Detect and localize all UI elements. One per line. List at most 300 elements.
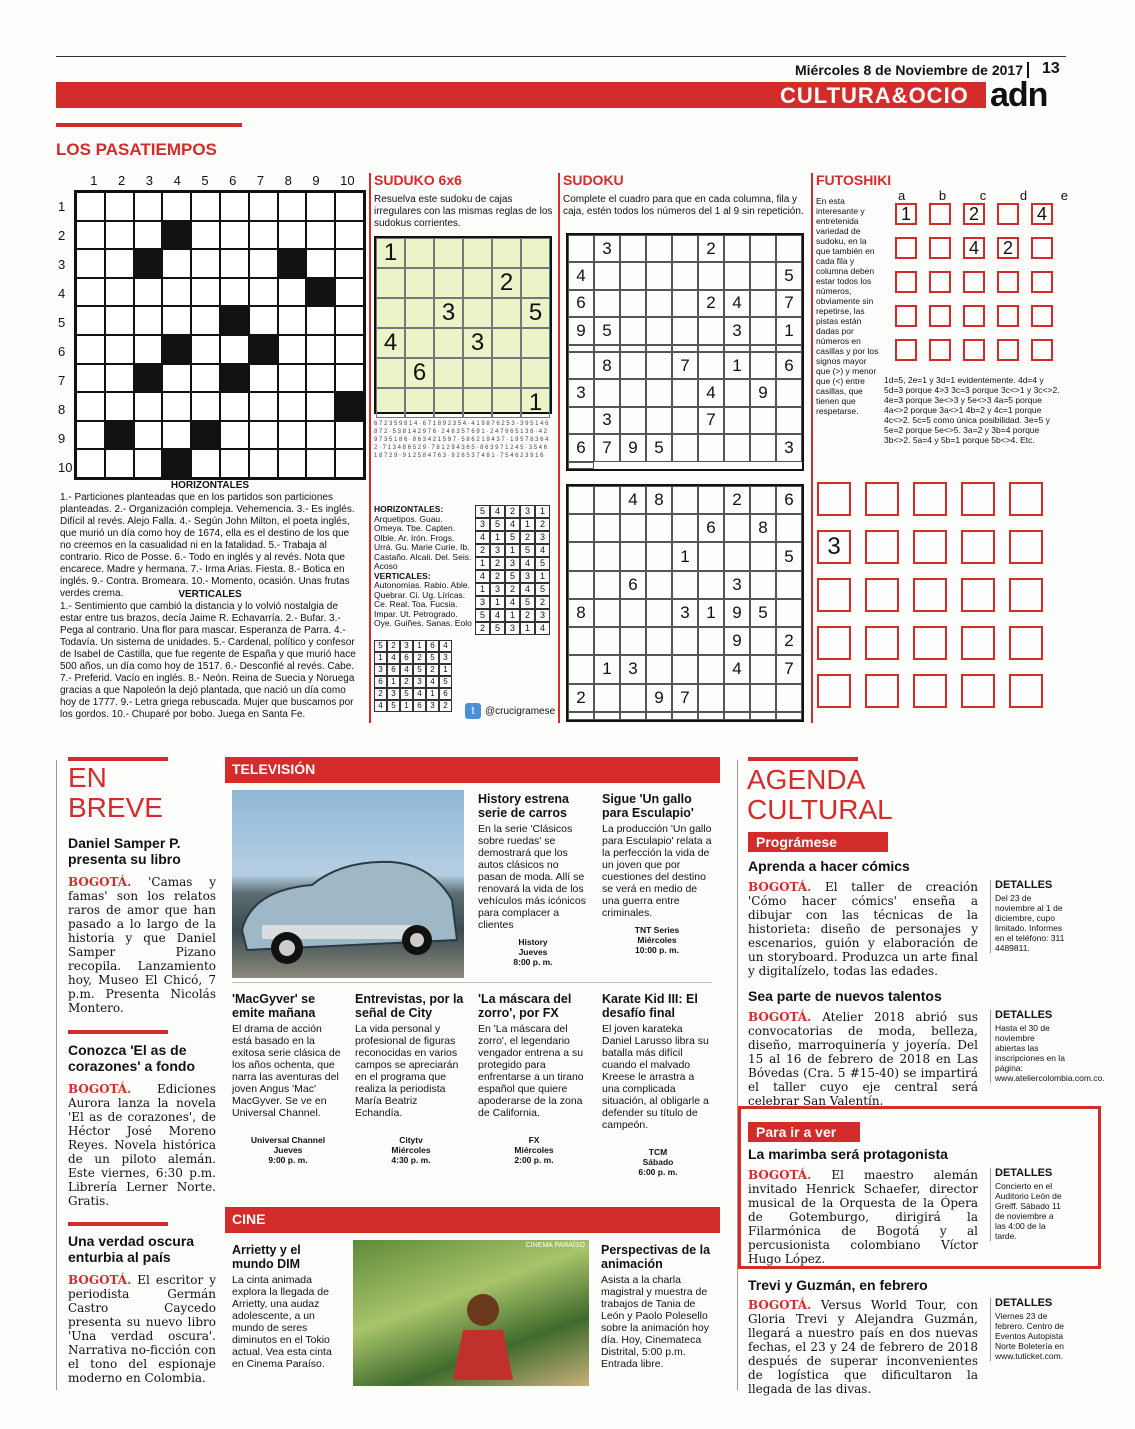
futoshiki-cell[interactable] <box>963 339 985 361</box>
sudoku-cell[interactable] <box>594 486 620 514</box>
crossword-cell[interactable] <box>335 306 364 335</box>
crossword-cell[interactable] <box>278 449 307 478</box>
sudoku-cell[interactable] <box>698 262 724 289</box>
futoshiki-cell[interactable] <box>865 578 899 612</box>
futoshiki-cell[interactable] <box>913 482 947 516</box>
crossword-cell[interactable] <box>76 364 105 393</box>
sudoku-cell[interactable] <box>568 514 594 542</box>
crossword-cell[interactable] <box>76 221 105 250</box>
sudoku-cell[interactable] <box>594 514 620 542</box>
sudoku-cell[interactable]: 2 <box>698 290 724 317</box>
sudoku-cell[interactable] <box>750 571 776 599</box>
sudoku-cell[interactable]: 8 <box>568 599 594 627</box>
sudoku-cell[interactable] <box>594 542 620 570</box>
sudoku-cell[interactable]: 4 <box>724 290 750 317</box>
sudoku-cell[interactable] <box>724 235 750 262</box>
crossword-cell[interactable] <box>191 306 220 335</box>
sudoku-cell[interactable] <box>646 407 672 434</box>
crossword-cell[interactable] <box>134 335 163 364</box>
sudoku-cell[interactable] <box>646 262 672 289</box>
sudoku-cell[interactable] <box>776 379 802 406</box>
futoshiki-cell[interactable] <box>865 626 899 660</box>
sudoku6-cell[interactable]: 2 <box>492 268 521 298</box>
sudoku-cell[interactable]: 5 <box>776 542 802 570</box>
sudoku-cell[interactable]: 6 <box>568 434 594 461</box>
sudoku-cell[interactable]: 4 <box>568 262 594 289</box>
sudoku-cell[interactable]: 1 <box>672 542 698 570</box>
crossword-cell[interactable] <box>220 221 249 250</box>
futoshiki-cell[interactable] <box>817 626 851 660</box>
sudoku6-cell[interactable] <box>376 298 405 328</box>
sudoku-cell[interactable]: 8 <box>594 352 620 379</box>
futoshiki-cell[interactable] <box>929 305 951 327</box>
sudoku-cell[interactable]: 8 <box>750 514 776 542</box>
crossword-cell[interactable] <box>249 449 278 478</box>
sudoku-cell[interactable]: 4 <box>620 486 646 514</box>
sudoku-cell[interactable] <box>750 712 776 720</box>
sudoku-cell[interactable] <box>646 655 672 683</box>
sudoku-cell[interactable] <box>698 655 724 683</box>
crossword-cell[interactable] <box>335 335 364 364</box>
sudoku-cell[interactable] <box>620 317 646 344</box>
sudoku-cell[interactable] <box>620 235 646 262</box>
sudoku-cell[interactable] <box>672 345 698 352</box>
sudoku-cell[interactable] <box>750 627 776 655</box>
crossword-cell[interactable] <box>278 364 307 393</box>
sudoku6-cell[interactable] <box>405 268 434 298</box>
crossword-cell[interactable] <box>306 306 335 335</box>
crossword-cell[interactable] <box>220 364 249 393</box>
sudoku-cell[interactable] <box>646 352 672 379</box>
crossword-cell[interactable] <box>105 335 134 364</box>
sudoku-cell[interactable] <box>698 684 724 712</box>
crossword-cell[interactable] <box>134 192 163 221</box>
sudoku6-grid[interactable] <box>374 236 552 414</box>
sudoku-cell[interactable]: 5 <box>776 262 802 289</box>
sudoku-cell[interactable]: 3 <box>776 434 802 461</box>
crossword-cell[interactable] <box>278 392 307 421</box>
crossword-cell[interactable] <box>335 421 364 450</box>
crossword-cell[interactable] <box>306 278 335 307</box>
crossword-cell[interactable] <box>249 335 278 364</box>
sudoku-cell[interactable] <box>594 684 620 712</box>
sudoku6-cell[interactable] <box>376 268 405 298</box>
sudoku-cell[interactable] <box>724 262 750 289</box>
sudoku-cell[interactable] <box>698 486 724 514</box>
sudoku-cell[interactable] <box>594 712 620 720</box>
sudoku-cell[interactable] <box>698 542 724 570</box>
crossword-cell[interactable] <box>105 392 134 421</box>
sudoku6-cell[interactable] <box>463 388 492 418</box>
sudoku-cell[interactable] <box>724 407 750 434</box>
sudoku-cell[interactable] <box>672 514 698 542</box>
sudoku-cell[interactable]: 4 <box>698 379 724 406</box>
crossword-cell[interactable] <box>134 249 163 278</box>
crossword-cell[interactable] <box>220 306 249 335</box>
sudoku-cell[interactable] <box>750 407 776 434</box>
sudoku-cell[interactable] <box>620 514 646 542</box>
futoshiki-cell[interactable] <box>961 578 995 612</box>
sudoku-cell[interactable]: 2 <box>698 235 724 262</box>
futoshiki-cell[interactable] <box>997 305 1019 327</box>
crossword-grid[interactable] <box>74 190 366 480</box>
crossword-cell[interactable] <box>76 449 105 478</box>
sudoku-cell[interactable]: 3 <box>724 571 750 599</box>
sudoku-cell[interactable] <box>672 486 698 514</box>
futoshiki-cell[interactable] <box>913 674 947 708</box>
sudoku6-cell[interactable] <box>492 238 521 268</box>
sudoku-cell[interactable] <box>568 655 594 683</box>
crossword-cell[interactable] <box>335 221 364 250</box>
sudoku-cell[interactable] <box>776 712 802 720</box>
sudoku-cell[interactable] <box>568 345 594 352</box>
sudoku6-cell[interactable] <box>492 388 521 418</box>
sudoku-cell[interactable] <box>594 345 620 352</box>
sudoku-cell[interactable] <box>776 235 802 262</box>
futoshiki-cell[interactable] <box>929 271 951 293</box>
sudoku6-cell[interactable]: 1 <box>376 238 405 268</box>
sudoku6-cell[interactable] <box>405 298 434 328</box>
sudoku-cell[interactable]: 1 <box>776 317 802 344</box>
crossword-cell[interactable] <box>249 249 278 278</box>
crossword-cell[interactable] <box>191 364 220 393</box>
futoshiki-cell[interactable] <box>1009 626 1043 660</box>
sudoku-cell[interactable]: 1 <box>594 655 620 683</box>
sudoku-cell[interactable] <box>750 684 776 712</box>
crossword-cell[interactable] <box>76 335 105 364</box>
sudoku-cell[interactable] <box>672 235 698 262</box>
crossword-cell[interactable] <box>134 364 163 393</box>
futoshiki-cell[interactable] <box>1009 674 1043 708</box>
sudoku-cell[interactable] <box>594 290 620 317</box>
sudoku-cell[interactable]: 5 <box>594 317 620 344</box>
sudoku-cell[interactable]: 7 <box>672 352 698 379</box>
crossword-cell[interactable] <box>278 335 307 364</box>
sudoku6-cell[interactable] <box>492 358 521 388</box>
sudoku-cell[interactable] <box>724 379 750 406</box>
sudoku-cell[interactable] <box>646 571 672 599</box>
sudoku-cell[interactable] <box>620 262 646 289</box>
sudoku-cell[interactable] <box>568 712 594 720</box>
futoshiki-cell[interactable] <box>895 271 917 293</box>
crossword-cell[interactable] <box>306 249 335 278</box>
sudoku6-cell[interactable] <box>463 358 492 388</box>
sudoku6-cell[interactable] <box>376 388 405 418</box>
crossword-cell[interactable] <box>220 192 249 221</box>
sudoku-cell[interactable] <box>568 486 594 514</box>
sudoku-cell[interactable]: 3 <box>620 655 646 683</box>
crossword-cell[interactable] <box>249 278 278 307</box>
futoshiki-cell[interactable] <box>913 578 947 612</box>
sudoku-cell[interactable] <box>750 352 776 379</box>
crossword-cell[interactable] <box>191 421 220 450</box>
futoshiki-cell[interactable]: 2 <box>963 203 985 225</box>
sudoku-cell[interactable] <box>750 290 776 317</box>
sudoku6-cell[interactable] <box>463 238 492 268</box>
sudoku-cell[interactable] <box>698 434 724 461</box>
crossword-cell[interactable] <box>162 249 191 278</box>
crossword-cell[interactable] <box>335 364 364 393</box>
sudoku6-cell[interactable]: 1 <box>521 388 550 418</box>
futoshiki-cell[interactable] <box>1031 339 1053 361</box>
sudoku6-cell[interactable] <box>434 388 463 418</box>
crossword-cell[interactable] <box>306 221 335 250</box>
sudoku-cell[interactable] <box>724 514 750 542</box>
sudoku-cell[interactable] <box>620 345 646 352</box>
sudoku-cell[interactable] <box>646 627 672 655</box>
crossword-cell[interactable] <box>76 306 105 335</box>
sudoku-cell[interactable] <box>620 352 646 379</box>
sudoku-cell[interactable]: 5 <box>750 599 776 627</box>
crossword-cell[interactable] <box>306 449 335 478</box>
futoshiki-grid-1[interactable] <box>883 203 1063 373</box>
sudoku6-cell[interactable]: 4 <box>376 328 405 358</box>
futoshiki-cell[interactable] <box>913 530 947 564</box>
sudoku-cell[interactable] <box>724 712 750 720</box>
sudoku-cell[interactable] <box>750 235 776 262</box>
sudoku-cell[interactable] <box>594 571 620 599</box>
futoshiki-cell[interactable] <box>895 305 917 327</box>
futoshiki-cell[interactable] <box>961 674 995 708</box>
sudoku-cell[interactable] <box>724 684 750 712</box>
sudoku-cell[interactable] <box>620 599 646 627</box>
crossword-cell[interactable] <box>278 421 307 450</box>
sudoku6-cell[interactable] <box>521 268 550 298</box>
sudoku-cell[interactable]: 7 <box>776 290 802 317</box>
crossword-cell[interactable] <box>278 306 307 335</box>
sudoku-cell[interactable]: 1 <box>724 352 750 379</box>
futoshiki-cell[interactable] <box>961 626 995 660</box>
sudoku-cell[interactable] <box>594 262 620 289</box>
futoshiki-cell[interactable]: 3 <box>817 530 851 564</box>
futoshiki-cell[interactable] <box>1009 482 1043 516</box>
sudoku-cell[interactable] <box>724 434 750 461</box>
sudoku6-cell[interactable]: 5 <box>521 298 550 328</box>
sudoku-cell[interactable]: 3 <box>594 407 620 434</box>
sudoku-cell[interactable]: 7 <box>776 655 802 683</box>
crossword-cell[interactable] <box>335 449 364 478</box>
futoshiki-cell[interactable] <box>997 271 1019 293</box>
sudoku-cell[interactable] <box>750 655 776 683</box>
sudoku6-cell[interactable] <box>434 358 463 388</box>
sudoku-cell[interactable] <box>750 434 776 461</box>
sudoku-cell[interactable] <box>672 571 698 599</box>
crossword-cell[interactable] <box>162 306 191 335</box>
sudoku-cell[interactable] <box>620 627 646 655</box>
crossword-cell[interactable] <box>134 449 163 478</box>
crossword-cell[interactable] <box>306 335 335 364</box>
sudoku-cell[interactable] <box>750 486 776 514</box>
crossword-cell[interactable] <box>134 306 163 335</box>
sudoku6-cell[interactable] <box>434 268 463 298</box>
crossword-cell[interactable] <box>220 449 249 478</box>
sudoku-cell[interactable]: 2 <box>724 486 750 514</box>
crossword-cell[interactable] <box>278 249 307 278</box>
crossword-cell[interactable] <box>76 192 105 221</box>
crossword-cell[interactable] <box>249 192 278 221</box>
crossword-cell[interactable] <box>162 392 191 421</box>
sudoku-cell[interactable] <box>568 235 594 262</box>
crossword-cell[interactable] <box>162 278 191 307</box>
sudoku-cell[interactable]: 7 <box>698 407 724 434</box>
sudoku-cell[interactable]: 8 <box>646 486 672 514</box>
sudoku6-cell[interactable]: 6 <box>405 358 434 388</box>
crossword-cell[interactable] <box>335 278 364 307</box>
sudoku-cell[interactable]: 1 <box>698 599 724 627</box>
sudoku-cell[interactable] <box>646 345 672 352</box>
sudoku-cell[interactable]: 6 <box>698 514 724 542</box>
sudoku-cell[interactable] <box>568 571 594 599</box>
sudoku6-cell[interactable] <box>492 328 521 358</box>
twitter-handle[interactable]: @crucigramese <box>485 705 556 717</box>
crossword-cell[interactable] <box>249 364 278 393</box>
sudoku6-cell[interactable] <box>434 328 463 358</box>
sudoku-cell[interactable]: 3 <box>568 379 594 406</box>
crossword-cell[interactable] <box>249 392 278 421</box>
crossword-cell[interactable] <box>191 392 220 421</box>
sudoku-cell[interactable]: 6 <box>776 352 802 379</box>
futoshiki-cell[interactable]: 4 <box>963 237 985 259</box>
sudoku-cell[interactable] <box>646 599 672 627</box>
crossword-cell[interactable] <box>162 364 191 393</box>
crossword-cell[interactable] <box>191 192 220 221</box>
futoshiki-cell[interactable] <box>929 203 951 225</box>
futoshiki-cell[interactable] <box>997 339 1019 361</box>
sudoku-cell[interactable] <box>724 542 750 570</box>
futoshiki-cell[interactable] <box>963 305 985 327</box>
sudoku6-cell[interactable] <box>521 358 550 388</box>
sudoku6-cell[interactable] <box>463 298 492 328</box>
crossword-cell[interactable] <box>162 221 191 250</box>
sudoku-cell[interactable]: 6 <box>776 486 802 514</box>
futoshiki-cell[interactable] <box>865 674 899 708</box>
futoshiki-cell[interactable] <box>1031 271 1053 293</box>
sudoku-cell[interactable]: 9 <box>724 599 750 627</box>
crossword-cell[interactable] <box>220 335 249 364</box>
sudoku-cell[interactable]: 6 <box>620 571 646 599</box>
crossword-cell[interactable] <box>278 192 307 221</box>
sudoku-cell[interactable]: 6 <box>568 290 594 317</box>
sudoku-cell[interactable] <box>568 462 594 469</box>
crossword-cell[interactable] <box>76 392 105 421</box>
crossword-cell[interactable] <box>191 221 220 250</box>
futoshiki-cell[interactable] <box>817 482 851 516</box>
sudoku-cell[interactable] <box>776 345 802 352</box>
crossword-cell[interactable] <box>335 249 364 278</box>
futoshiki-grid-2[interactable] <box>817 482 1062 722</box>
crossword-cell[interactable] <box>249 421 278 450</box>
crossword-cell[interactable] <box>306 392 335 421</box>
crossword-cell[interactable] <box>162 335 191 364</box>
crossword-cell[interactable] <box>220 249 249 278</box>
sudoku-cell[interactable] <box>646 514 672 542</box>
sudoku-cell[interactable] <box>672 655 698 683</box>
crossword-cell[interactable] <box>134 221 163 250</box>
sudoku-cell[interactable] <box>776 684 802 712</box>
sudoku-cell[interactable] <box>672 407 698 434</box>
sudoku-cell[interactable]: 9 <box>568 317 594 344</box>
sudoku6-cell[interactable] <box>405 238 434 268</box>
crossword-cell[interactable] <box>191 249 220 278</box>
sudoku-cell[interactable] <box>646 379 672 406</box>
crossword-cell[interactable] <box>335 192 364 221</box>
sudoku-cell[interactable]: 5 <box>646 434 672 461</box>
crossword-cell[interactable] <box>105 306 134 335</box>
crossword-cell[interactable] <box>249 306 278 335</box>
sudoku-cell[interactable] <box>672 262 698 289</box>
sudoku-cell[interactable] <box>776 599 802 627</box>
crossword-cell[interactable] <box>220 392 249 421</box>
sudoku-cell[interactable] <box>594 379 620 406</box>
sudoku-cell[interactable] <box>776 514 802 542</box>
sudoku6-cell[interactable] <box>463 268 492 298</box>
sudoku-cell[interactable] <box>672 379 698 406</box>
sudoku-cell[interactable]: 9 <box>646 684 672 712</box>
sudoku-grid-2[interactable] <box>566 484 804 722</box>
sudoku-cell[interactable]: 2 <box>776 627 802 655</box>
crossword-cell[interactable] <box>306 192 335 221</box>
crossword-cell[interactable] <box>191 335 220 364</box>
futoshiki-cell[interactable] <box>817 578 851 612</box>
sudoku-cell[interactable] <box>568 542 594 570</box>
futoshiki-cell[interactable] <box>913 626 947 660</box>
sudoku-cell[interactable] <box>672 317 698 344</box>
futoshiki-cell[interactable] <box>929 339 951 361</box>
sudoku-cell[interactable] <box>750 262 776 289</box>
sudoku6-cell[interactable] <box>492 298 521 328</box>
sudoku-cell[interactable] <box>620 684 646 712</box>
sudoku-cell[interactable] <box>750 542 776 570</box>
sudoku-cell[interactable] <box>750 345 776 352</box>
crossword-cell[interactable] <box>134 392 163 421</box>
sudoku-cell[interactable] <box>620 379 646 406</box>
crossword-cell[interactable] <box>162 449 191 478</box>
sudoku-cell[interactable]: 3 <box>594 235 620 262</box>
futoshiki-cell[interactable] <box>895 339 917 361</box>
futoshiki-cell[interactable] <box>997 203 1019 225</box>
sudoku-cell[interactable]: 3 <box>672 599 698 627</box>
crossword-cell[interactable] <box>191 449 220 478</box>
futoshiki-cell[interactable] <box>865 530 899 564</box>
sudoku-cell[interactable] <box>568 352 594 379</box>
crossword-cell[interactable] <box>76 249 105 278</box>
crossword-cell[interactable] <box>76 278 105 307</box>
sudoku-cell[interactable] <box>698 627 724 655</box>
futoshiki-cell[interactable] <box>961 482 995 516</box>
futoshiki-cell[interactable] <box>1031 237 1053 259</box>
sudoku-cell[interactable] <box>620 407 646 434</box>
sudoku6-cell[interactable] <box>521 328 550 358</box>
sudoku-cell[interactable] <box>672 434 698 461</box>
futoshiki-cell[interactable] <box>1009 578 1043 612</box>
crossword-cell[interactable] <box>105 364 134 393</box>
sudoku-cell[interactable]: 7 <box>672 684 698 712</box>
sudoku-cell[interactable] <box>698 571 724 599</box>
sudoku6-cell[interactable] <box>376 358 405 388</box>
crossword-cell[interactable] <box>220 278 249 307</box>
crossword-cell[interactable] <box>278 221 307 250</box>
crossword-cell[interactable] <box>76 421 105 450</box>
futoshiki-cell[interactable] <box>961 530 995 564</box>
futoshiki-cell[interactable] <box>1031 305 1053 327</box>
futoshiki-cell[interactable] <box>929 237 951 259</box>
futoshiki-cell[interactable] <box>963 271 985 293</box>
sudoku-grid-1[interactable] <box>566 233 804 471</box>
sudoku-cell[interactable] <box>594 627 620 655</box>
sudoku-cell[interactable] <box>672 712 698 720</box>
sudoku-cell[interactable] <box>646 542 672 570</box>
crossword-cell[interactable] <box>335 392 364 421</box>
